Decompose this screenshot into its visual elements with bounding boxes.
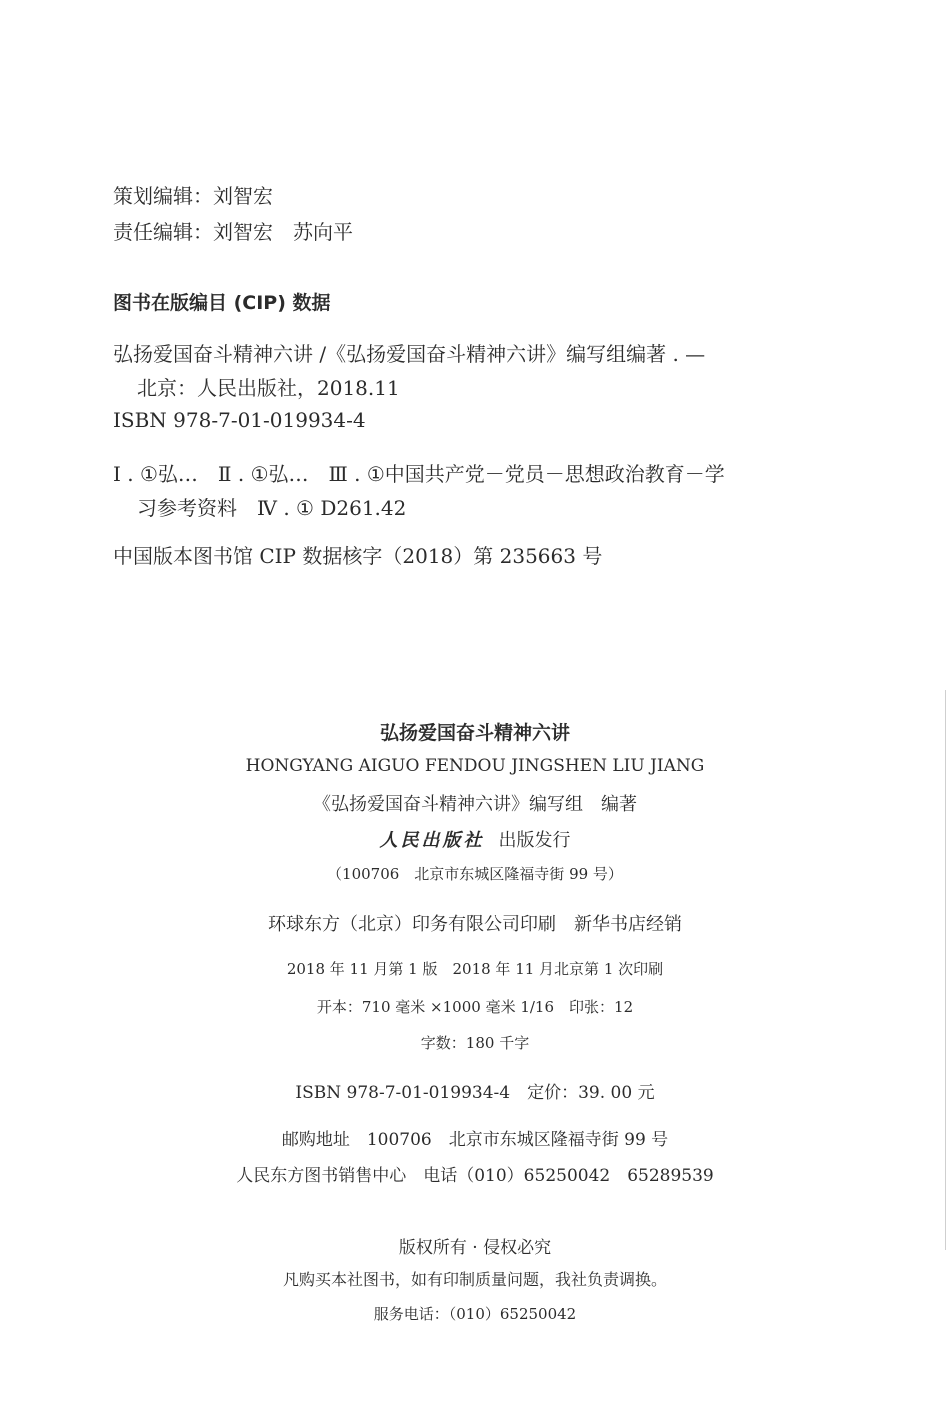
cip-heading: 图书在版编目 (CIP) 数据: [113, 292, 331, 314]
mail-order-address: 邮购地址 100706 北京市东城区隆福寺街 99 号: [281, 1130, 669, 1150]
cip-library-record: 中国版本图书馆 CIP 数据核字（2018）第 235663 号: [113, 544, 603, 568]
service-phone: 服务电话：（010）65250042: [373, 1305, 577, 1323]
edition-info: 2018 年 11 月第 1 版 2018 年 11 月北京第 1 次印刷: [286, 960, 664, 978]
responsible-editors: 责任编辑：刘智宏 苏向平: [113, 220, 353, 244]
cip-subjects-line2: 习参考资料 Ⅳ . ① D261.42: [137, 496, 407, 520]
cip-subjects-line1: Ⅰ . ①弘… Ⅱ . ①弘… Ⅲ . ①中国共产党－党员－思想政治教育－学: [113, 462, 725, 486]
printing-info: 环球东方（北京）印务有限公司印刷 新华书店经销: [268, 914, 682, 935]
book-title-pinyin: HONGYANG AIGUO FENDOU JINGSHEN LIU JIANG: [245, 756, 705, 776]
book-title: 弘扬爱国奋斗精神六讲: [379, 722, 570, 744]
planning-editor: 策划编辑：刘智宏: [113, 184, 273, 208]
book-author: 《弘扬爱国奋斗精神六讲》编写组 编著: [313, 794, 637, 815]
publisher-suffix: 出版发行: [498, 830, 571, 851]
word-count: 字数：180 千字: [420, 1034, 530, 1052]
format-info: 开本：710 毫米 ×1000 毫米 1/16 印张：12: [316, 998, 634, 1016]
cip-isbn: ISBN 978-7-01-019934-4: [113, 408, 366, 432]
publisher-line: [0, 826, 950, 852]
isbn-price: ISBN 978-7-01-019934-4 定价：39. 00 元: [295, 1083, 655, 1103]
copyright-notice: 版权所有 · 侵权必究: [398, 1238, 552, 1258]
cip-entry-line1: 弘扬爱国奋斗精神六讲 /《弘扬爱国奋斗精神六讲》编写组编著 . —: [113, 342, 706, 366]
cip-entry-line2: 北京：人民出版社，2018.11: [137, 376, 400, 400]
sales-center: 人民东方图书销售中心 电话（010）65250042 65289539: [236, 1166, 714, 1186]
publisher-logo: 人民出版社: [379, 830, 485, 851]
exchange-notice: 凡购买本社图书，如有印制质量问题，我社负责调换。: [282, 1270, 667, 1289]
publisher-address: （100706 北京市东城区隆福寺街 99 号）: [327, 865, 623, 883]
